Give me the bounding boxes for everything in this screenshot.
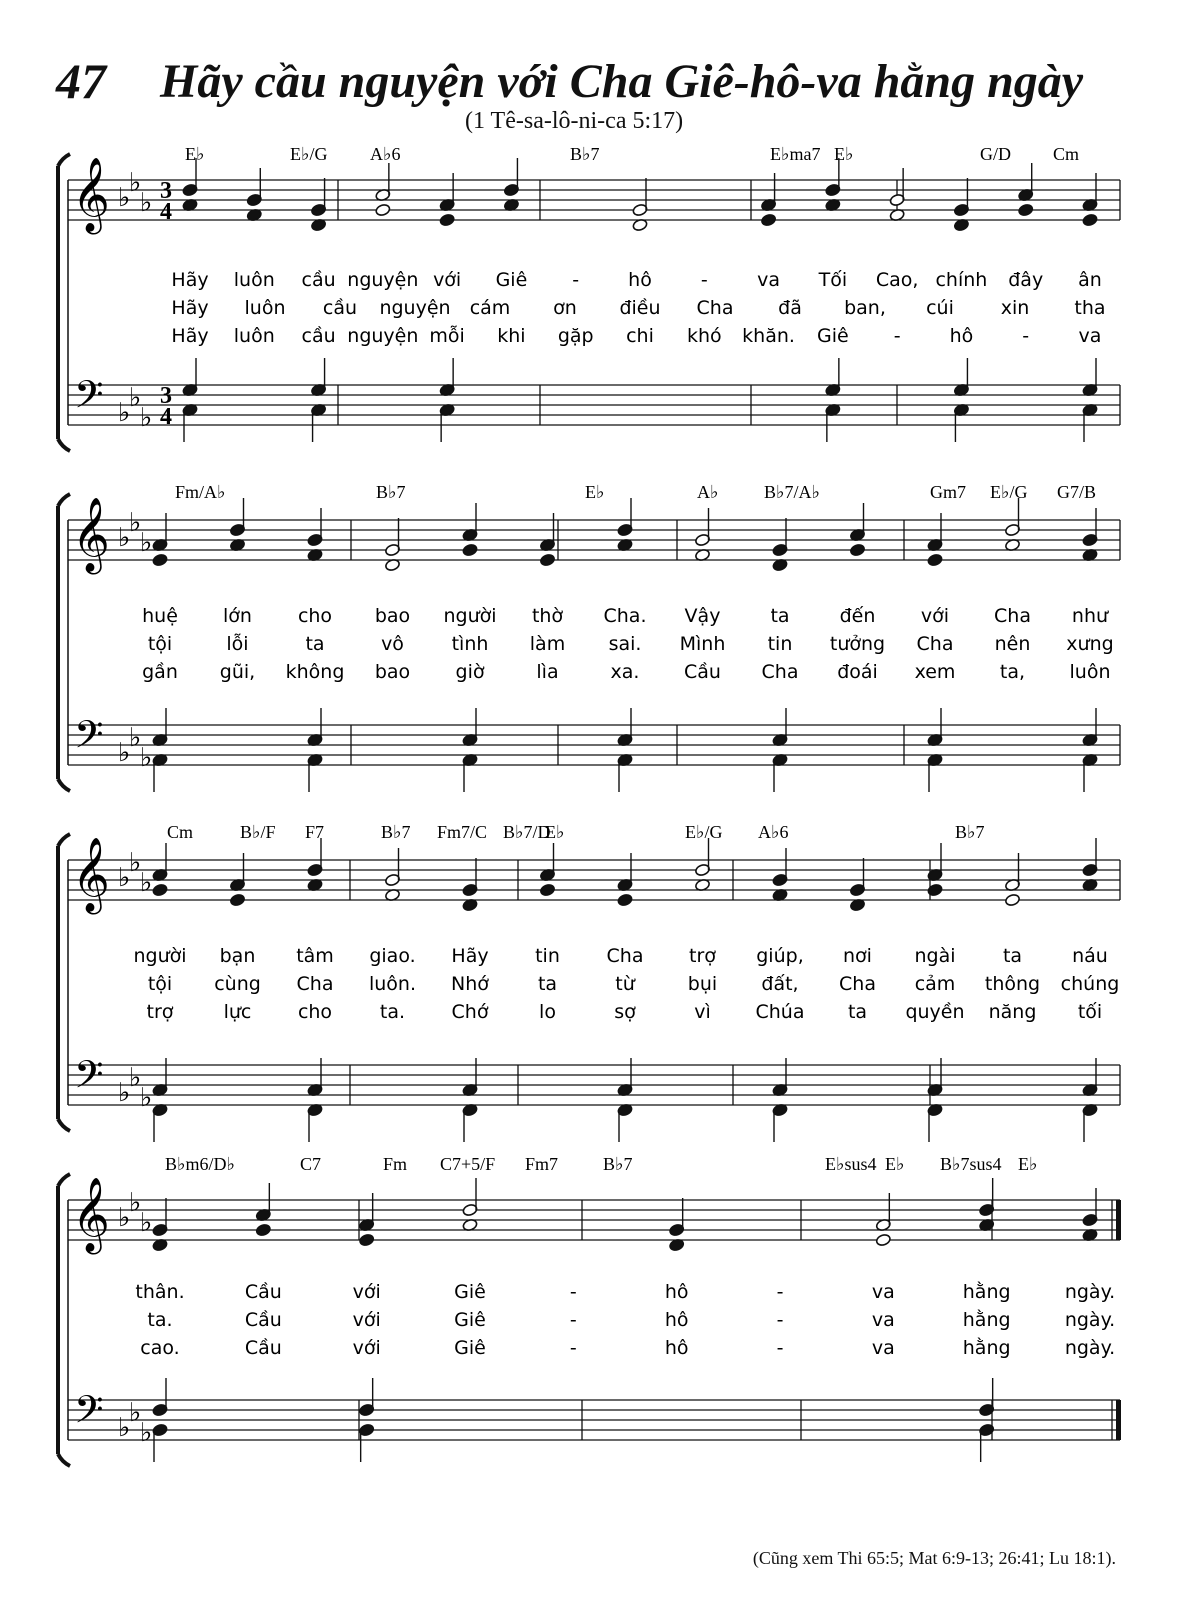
lyric-syllable: hô — [949, 325, 974, 347]
scripture-reference: (1 Tê-sa-lô-ni-ca 5:17) — [465, 108, 684, 134]
chord-symbol: B♭7 — [570, 144, 600, 164]
lyric-syllable: hô — [664, 1337, 689, 1359]
chord-symbol: A♭ — [697, 482, 719, 502]
key-flat-icon: ♭ — [129, 723, 142, 753]
lyric-syllable: va — [1078, 325, 1102, 347]
lyric-syllable: Vậy — [684, 605, 721, 627]
note-head — [229, 893, 245, 907]
chord-symbol: E♭ — [185, 144, 205, 164]
note-head — [875, 1233, 891, 1247]
lyric-syllable: huệ — [142, 605, 178, 627]
lyric-syllable: Cao, — [875, 269, 919, 291]
lyric-syllable: đây — [1008, 269, 1044, 291]
lyric-syllable: va — [757, 269, 781, 291]
lyric-syllable: ta — [537, 973, 558, 995]
note-head — [152, 883, 168, 897]
lyric-syllable: vì — [694, 1001, 711, 1023]
key-flat-icon: ♭ — [129, 1398, 142, 1428]
lyric-syllable: gần — [142, 661, 178, 683]
lyric-syllable: thông — [984, 973, 1041, 995]
lyric-syllable: cúi — [926, 297, 954, 319]
lyric-syllable: Chúa — [755, 1001, 805, 1023]
bass-clef-icon: 𝄢 — [74, 372, 104, 426]
lyric-syllable: cám — [469, 297, 511, 319]
lyric-syllable: năng — [988, 1001, 1037, 1023]
lyric-syllable: tin — [535, 945, 560, 967]
lyric-syllable: thân. — [135, 1281, 185, 1303]
lyric-syllable: Giê — [454, 1309, 486, 1331]
lyric-syllable: Cầu — [244, 1281, 282, 1303]
lyric-syllable: đến — [839, 605, 876, 627]
lyric-syllable: cảm — [914, 973, 956, 995]
key-flat-icon: ♭ — [118, 398, 131, 428]
key-flat-icon: ♭ — [140, 1418, 153, 1448]
lyric-syllable: tối — [1077, 1001, 1103, 1023]
lyric-syllable: Cha — [839, 973, 876, 995]
lyric-syllable: ngày. — [1064, 1309, 1116, 1331]
lyric-syllable: với — [920, 605, 950, 627]
lyric-syllable: va — [871, 1309, 895, 1331]
lyric-syllable: cao. — [140, 1337, 180, 1359]
chord-symbol: B♭7sus4 — [940, 1154, 1002, 1174]
lyric-syllable: hằng — [962, 1281, 1011, 1303]
lyric-syllable: - — [569, 1309, 577, 1331]
lyric-syllable: Giê — [454, 1337, 486, 1359]
lyric-syllable: Cha — [761, 661, 799, 683]
lyric-syllable: trợ — [689, 945, 716, 967]
key-flat-icon: ♭ — [140, 188, 153, 218]
key-flat-icon: ♭ — [118, 1203, 131, 1233]
lyric-syllable: - — [1022, 325, 1030, 347]
lyric-syllable: Hãy — [451, 945, 489, 967]
chord-symbol: B♭7/D — [503, 822, 551, 842]
chord-symbol: E♭ — [834, 144, 854, 164]
lyric-syllable: ta, — [999, 661, 1026, 683]
lyric-syllable: chúng — [1060, 973, 1120, 995]
key-flat-icon: ♭ — [140, 868, 153, 898]
lyric-syllable: luôn. — [368, 973, 417, 995]
lyric-syllable: sợ — [614, 1001, 636, 1023]
lyric-syllable: trợ — [146, 1001, 174, 1023]
lyric-syllable: với — [433, 269, 462, 291]
chord-symbol: Cm — [167, 822, 194, 842]
lyric-syllable: tâm — [296, 945, 334, 967]
lyric-syllable: Cha — [296, 973, 334, 995]
lyric-syllable: ta — [1002, 945, 1023, 967]
lyric-syllable: Cầu — [244, 1337, 282, 1359]
chord-symbol: A♭6 — [758, 822, 789, 842]
lyric-syllable: khi — [497, 325, 526, 347]
note-head — [761, 213, 777, 227]
lyric-syllable: Giê — [454, 1281, 486, 1303]
lyric-syllable: hô — [628, 269, 652, 291]
lyric-syllable: chi — [626, 325, 654, 347]
lyric-syllable: giao. — [369, 945, 416, 967]
bass-clef-icon: 𝄢 — [74, 1387, 104, 1441]
lyric-syllable: người — [133, 945, 187, 967]
note-head — [375, 203, 391, 217]
lyric-syllable: - — [700, 269, 708, 291]
lyric-syllable: bụi — [687, 973, 718, 995]
chord-symbol: E♭ — [1018, 1154, 1038, 1174]
lyric-syllable: với — [352, 1281, 381, 1303]
lyric-syllable: ta — [847, 1001, 868, 1023]
system-4 — [58, 1154, 1121, 1466]
lyric-syllable: thờ — [531, 605, 564, 627]
lyric-syllable: ngày. — [1064, 1281, 1116, 1303]
lyric-syllable: luôn — [244, 297, 286, 319]
lyric-syllable: Hãy — [171, 325, 209, 347]
chord-symbol: G7/B — [1057, 482, 1097, 502]
lyric-syllable: ta. — [379, 1001, 406, 1023]
lyric-syllable: bạn — [219, 945, 256, 967]
lyric-syllable: ân — [1078, 269, 1102, 291]
lyric-syllable: - — [776, 1337, 784, 1359]
chord-symbol: E♭/G — [290, 144, 328, 164]
lyric-syllable: ta. — [147, 1309, 173, 1331]
lyric-syllable: như — [1071, 605, 1109, 627]
lyric-syllable: - — [572, 269, 580, 291]
lyric-syllable: gặp — [557, 325, 594, 347]
lyric-syllable: - — [569, 1337, 577, 1359]
lyric-syllable: làm — [529, 633, 566, 655]
system-2 — [58, 482, 1120, 792]
chord-symbol: B♭7 — [376, 482, 406, 502]
lyric-syllable: vô — [381, 633, 404, 655]
lyric-syllable: sai. — [608, 633, 642, 655]
chord-symbol: F7 — [305, 822, 325, 842]
lyric-syllable: khăn. — [742, 325, 795, 347]
note-head — [539, 553, 555, 567]
lyric-syllable: bao — [374, 605, 411, 627]
lyric-syllable: cầu — [301, 325, 336, 347]
note-head — [539, 883, 555, 897]
chord-symbol: E♭/G — [990, 482, 1028, 502]
note-head — [1018, 203, 1034, 217]
chord-symbol: Gm7 — [930, 482, 966, 502]
lyric-syllable: tình — [451, 633, 489, 655]
key-flat-icon: ♭ — [118, 523, 131, 553]
lyric-syllable: va — [871, 1337, 895, 1359]
lyric-syllable: đất, — [761, 973, 799, 995]
chord-symbol: C7 — [300, 1154, 322, 1174]
chord-symbol: A♭6 — [370, 144, 401, 164]
lyric-syllable: bao — [374, 661, 411, 683]
lyric-syllable: khó — [686, 325, 722, 347]
chord-symbol: Fm7/C — [437, 822, 488, 842]
lyric-syllable: tha — [1074, 297, 1106, 319]
lyric-syllable: quyền — [905, 1001, 965, 1023]
lyric-syllable: ta — [305, 633, 325, 655]
time-signature-top: 3 — [160, 178, 172, 204]
key-flat-icon: ♭ — [129, 848, 142, 878]
lyric-syllable: giúp, — [756, 945, 804, 967]
song-title: Hãy cầu nguyện với Cha Giê-hô-va hằng ngày — [160, 55, 1084, 108]
footnote: (Cũng xem Thi 65:5; Mat 6:9-13; 26:41; Lu 18:1). — [752, 1548, 1116, 1568]
treble-clef-icon: 𝄞 — [72, 1178, 110, 1252]
lyric-syllable: Cầu — [684, 661, 721, 683]
song-number: 47 — [56, 53, 106, 109]
key-flat-icon: ♭ — [118, 863, 131, 893]
lyric-syllable: hô — [664, 1281, 689, 1303]
lyric-syllable: Cầu — [244, 1309, 282, 1331]
lyric-syllable: ngày. — [1064, 1337, 1116, 1359]
chord-symbol: E♭/G — [685, 822, 723, 842]
treble-clef-icon: 𝄞 — [72, 838, 110, 912]
key-flat-icon: ♭ — [118, 1078, 131, 1108]
note-head — [255, 1223, 271, 1237]
chord-symbol: C7+5/F — [440, 1154, 496, 1174]
lyric-syllable: Cha — [696, 297, 734, 319]
key-flat-icon: ♭ — [129, 1063, 142, 1093]
note-head — [359, 1233, 375, 1247]
lyric-syllable: nên — [994, 633, 1031, 655]
lyric-syllable: Tối — [818, 269, 848, 291]
chord-symbol: Fm — [383, 1154, 408, 1174]
lyric-syllable: lo — [539, 1001, 556, 1023]
lyric-syllable: luôn — [1069, 661, 1111, 683]
lyric-syllable: - — [776, 1281, 784, 1303]
lyric-syllable: xưng — [1066, 633, 1114, 655]
key-flat-icon: ♭ — [140, 403, 153, 433]
lyric-syllable: Hãy — [171, 269, 209, 291]
lyric-syllable: Nhớ — [451, 973, 489, 995]
lyric-syllable: điều — [619, 297, 661, 319]
lyric-syllable: nguyện — [347, 269, 419, 291]
lyric-syllable: với — [352, 1309, 381, 1331]
lyric-syllable: ơn — [553, 297, 577, 319]
system-1 — [58, 144, 1120, 451]
chord-symbol: E♭ — [545, 822, 565, 842]
lyric-syllable: Giê — [495, 269, 528, 291]
lyric-syllable: - — [893, 325, 901, 347]
key-flat-icon: ♭ — [118, 183, 131, 213]
lyric-syllable: từ — [615, 973, 635, 995]
lyric-syllable: Hãy — [171, 297, 209, 319]
chord-symbol: Fm7 — [525, 1154, 559, 1174]
lyric-syllable: nguyện — [379, 297, 451, 319]
lyric-syllable: náu — [1072, 945, 1108, 967]
time-signature-bottom: 4 — [160, 404, 172, 430]
treble-clef-icon: 𝄞 — [72, 498, 110, 572]
key-flat-icon: ♭ — [140, 743, 153, 773]
lyric-syllable: luôn — [233, 325, 275, 347]
treble-clef-icon: 𝄞 — [72, 158, 110, 232]
lyric-syllable: ngài — [914, 945, 956, 967]
note-head — [462, 543, 478, 557]
chord-symbol: B♭7 — [381, 822, 411, 842]
key-flat-icon: ♭ — [129, 168, 142, 198]
note-head — [152, 553, 168, 567]
lyric-syllable: ta — [770, 605, 790, 627]
lyric-syllable: Mình — [679, 633, 726, 655]
lyric-syllable: lìa — [536, 661, 559, 683]
key-flat-icon: ♭ — [140, 528, 153, 558]
lyric-syllable: Cha — [994, 605, 1031, 627]
lyric-syllable: Chớ — [451, 1001, 489, 1023]
time-signature-top: 3 — [160, 383, 172, 409]
final-barline — [1116, 1400, 1121, 1440]
key-flat-icon: ♭ — [140, 1083, 153, 1113]
chord-symbol: B♭7/A♭ — [764, 482, 820, 502]
chord-symbol: E♭ — [585, 482, 605, 502]
chord-symbol: G/D — [980, 144, 1011, 164]
lyric-syllable: xem — [914, 661, 956, 683]
time-signature-bottom: 4 — [160, 199, 172, 225]
chord-symbol: E♭ma7 — [770, 144, 821, 164]
key-flat-icon: ♭ — [140, 1208, 153, 1238]
lyric-syllable: luôn — [233, 269, 275, 291]
lyric-syllable: xin — [1000, 297, 1030, 319]
chord-symbol: Cm — [1053, 144, 1080, 164]
lyric-syllable: tội — [147, 973, 173, 995]
bass-clef-icon: 𝄢 — [74, 712, 104, 766]
key-flat-icon: ♭ — [129, 1188, 142, 1218]
lyric-syllable: nơi — [843, 945, 872, 967]
lyric-syllable: Cha — [606, 945, 644, 967]
chord-symbol: B♭/F — [240, 822, 276, 842]
lyric-syllable: xa. — [610, 661, 640, 683]
lyric-syllable: - — [776, 1309, 784, 1331]
lyric-syllable: lực — [223, 1001, 252, 1023]
lyric-syllable: hô — [664, 1309, 689, 1331]
lyric-syllable: giờ — [455, 661, 485, 683]
lyric-syllable: lớn — [223, 605, 252, 627]
lyric-syllable: cho — [297, 1001, 333, 1023]
chord-symbol: E♭ — [885, 1154, 905, 1174]
lyric-syllable: - — [569, 1281, 577, 1303]
lyric-syllable: tội — [147, 633, 173, 655]
lyric-syllable: Cha. — [603, 605, 647, 627]
lyric-syllable: gũi, — [219, 661, 256, 683]
note-head — [1082, 213, 1098, 227]
key-flat-icon: ♭ — [129, 383, 142, 413]
system-3 — [58, 822, 1120, 1142]
note-head — [439, 213, 455, 227]
bass-clef-icon: 𝄢 — [74, 1052, 104, 1106]
key-flat-icon: ♭ — [129, 508, 142, 538]
lyric-syllable: Cha — [916, 633, 954, 655]
chord-symbol: B♭7 — [603, 1154, 633, 1174]
chord-symbol: E♭sus4 — [825, 1154, 877, 1174]
lyric-syllable: không — [285, 661, 345, 683]
chord-symbol: B♭m6/D♭ — [165, 1154, 235, 1174]
key-flat-icon: ♭ — [118, 1413, 131, 1443]
lyric-syllable: tưởng — [829, 633, 886, 655]
lyric-syllable: va — [871, 1281, 895, 1303]
lyric-syllable: cầu — [322, 297, 358, 319]
note-head — [927, 553, 943, 567]
lyric-syllable: hằng — [962, 1337, 1011, 1359]
chord-symbol: Fm/A♭ — [175, 482, 226, 502]
lyric-syllable: ban, — [844, 297, 886, 319]
lyric-syllable: hằng — [962, 1309, 1011, 1331]
key-flat-icon: ♭ — [118, 738, 131, 768]
lyric-syllable: chính — [935, 269, 988, 291]
lyric-syllable: đã — [778, 297, 802, 319]
note-head — [617, 893, 633, 907]
lyric-syllable: đoái — [837, 661, 878, 683]
lyric-syllable: cho — [297, 605, 333, 627]
lyric-syllable: cầu — [301, 269, 336, 291]
chord-symbol: B♭7 — [955, 822, 985, 842]
lyric-syllable: với — [352, 1337, 381, 1359]
lyric-syllable: lỗi — [226, 633, 249, 655]
lyric-syllable: cùng — [214, 973, 261, 995]
lyric-syllable: tin — [767, 633, 793, 655]
lyric-syllable: nguyện — [347, 325, 419, 347]
lyric-syllable: Giê — [817, 325, 849, 347]
note-head — [849, 543, 865, 557]
final-barline — [1116, 1200, 1121, 1240]
lyric-syllable: mỗi — [429, 325, 465, 347]
lyric-syllable: người — [443, 605, 497, 627]
note-head — [1004, 893, 1020, 907]
